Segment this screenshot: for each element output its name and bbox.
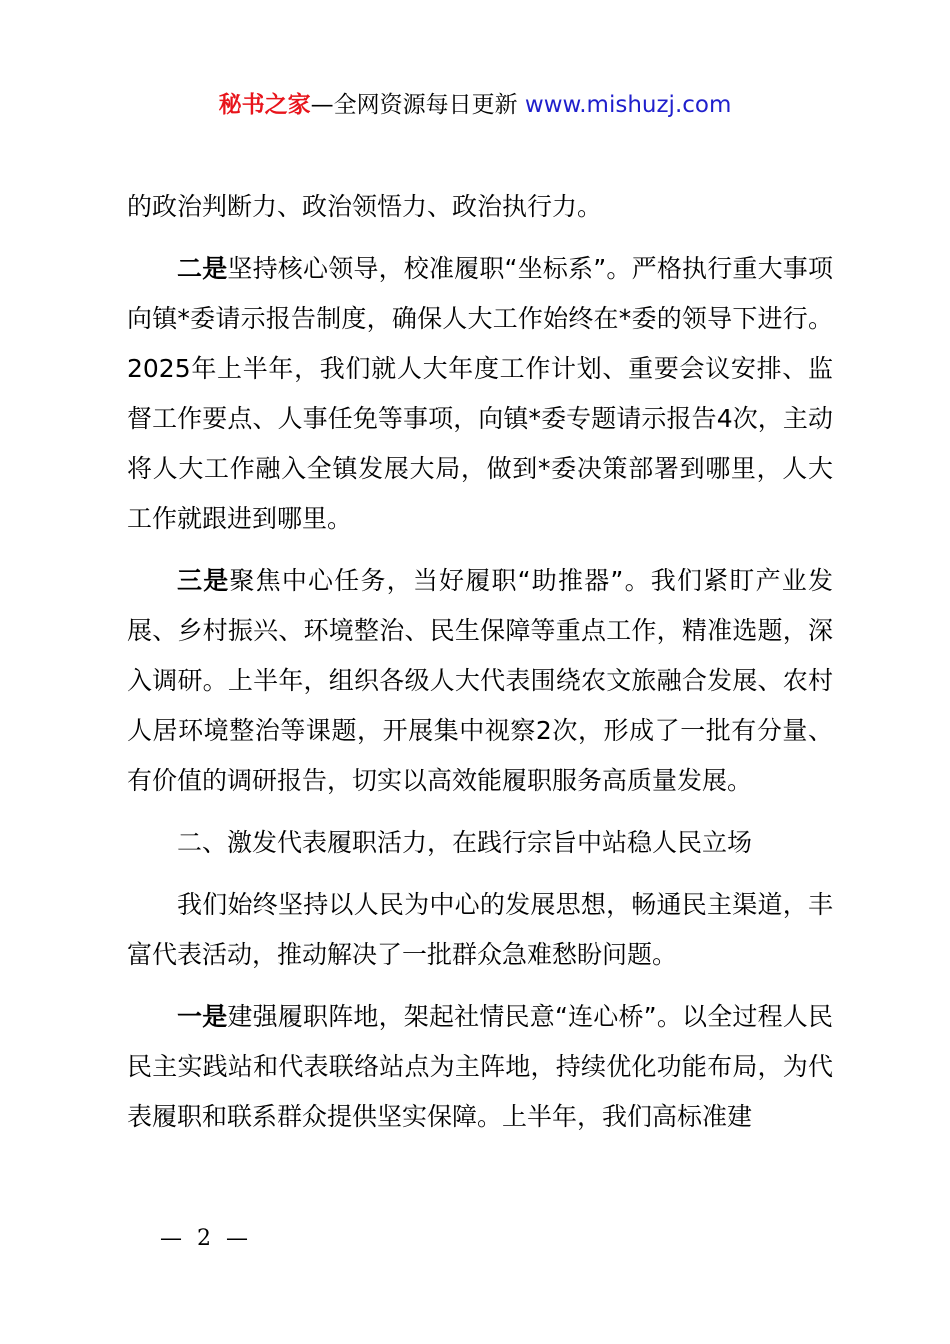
site-brand: 秘书之家 — [218, 92, 311, 118]
site-url[interactable]: www.mishuzj.com — [524, 92, 732, 118]
paragraph-intro — [127, 880, 833, 980]
paragraph-item-one — [127, 992, 833, 1142]
page-number: — 2 — — [160, 1226, 252, 1251]
paragraph-text: 我们始终坚持以人民为中心的发展思想，畅通民主渠道，丰富代表活动，推动解决了一批群众急难愁盼问题。 — [127, 890, 833, 969]
paragraph-lead: 二是 — [177, 254, 228, 283]
paragraph-continuation — [127, 182, 833, 232]
section-heading: 二、激发代表履职活力，在践行宗旨中站稳人民立场 — [177, 828, 753, 857]
paragraph-text: 聚焦中心任务，当好履职“助推器”。我们紧盯产业发展、乡村振兴、环境整治、民生保障等重点工作，精准选题，深入调研。上半年，组织各级人大代表围绕农文旅融合发展、农村人居环境整治等课题，开展集中视察2次，形成了一批有分量、有价值的调研报告，切实以高效能履职服务高质量发展。 — [127, 566, 833, 795]
paragraph-lead: 一是 — [177, 1002, 228, 1031]
paragraph-text: 建强履职阵地，架起社情民意“连心桥”。以全过程人民民主实践站和代表联络站点为主阵地，持续优化功能布局，为代表履职和联系群众提供坚实保障。上半年，我们高标准建 — [127, 1002, 833, 1131]
site-tagline: —全网资源每日更新 — [310, 92, 525, 118]
document-body — [127, 182, 833, 1154]
paragraph-text: 的政治判断力、政治领悟力、政治执行力。 — [127, 192, 603, 221]
paragraph-item-two — [127, 244, 833, 544]
paragraph-item-three — [127, 556, 833, 806]
site-header — [0, 88, 950, 122]
paragraph-lead: 三是 — [177, 566, 230, 595]
paragraph-text: 坚持核心领导，校准履职“坐标系”。严格执行重大事项向镇*委请示报告制度，确保人大工作始终在*委的领导下进行。2025年上半年，我们就人大年度工作计划、重要会议安排、监督工作要点、人事任免等事项，向镇*委专题请示报告4次，主动将人大工作融入全镇发展大局，做到*委决策部署到哪里，人大工作就跟进到哪里。 — [127, 254, 833, 533]
